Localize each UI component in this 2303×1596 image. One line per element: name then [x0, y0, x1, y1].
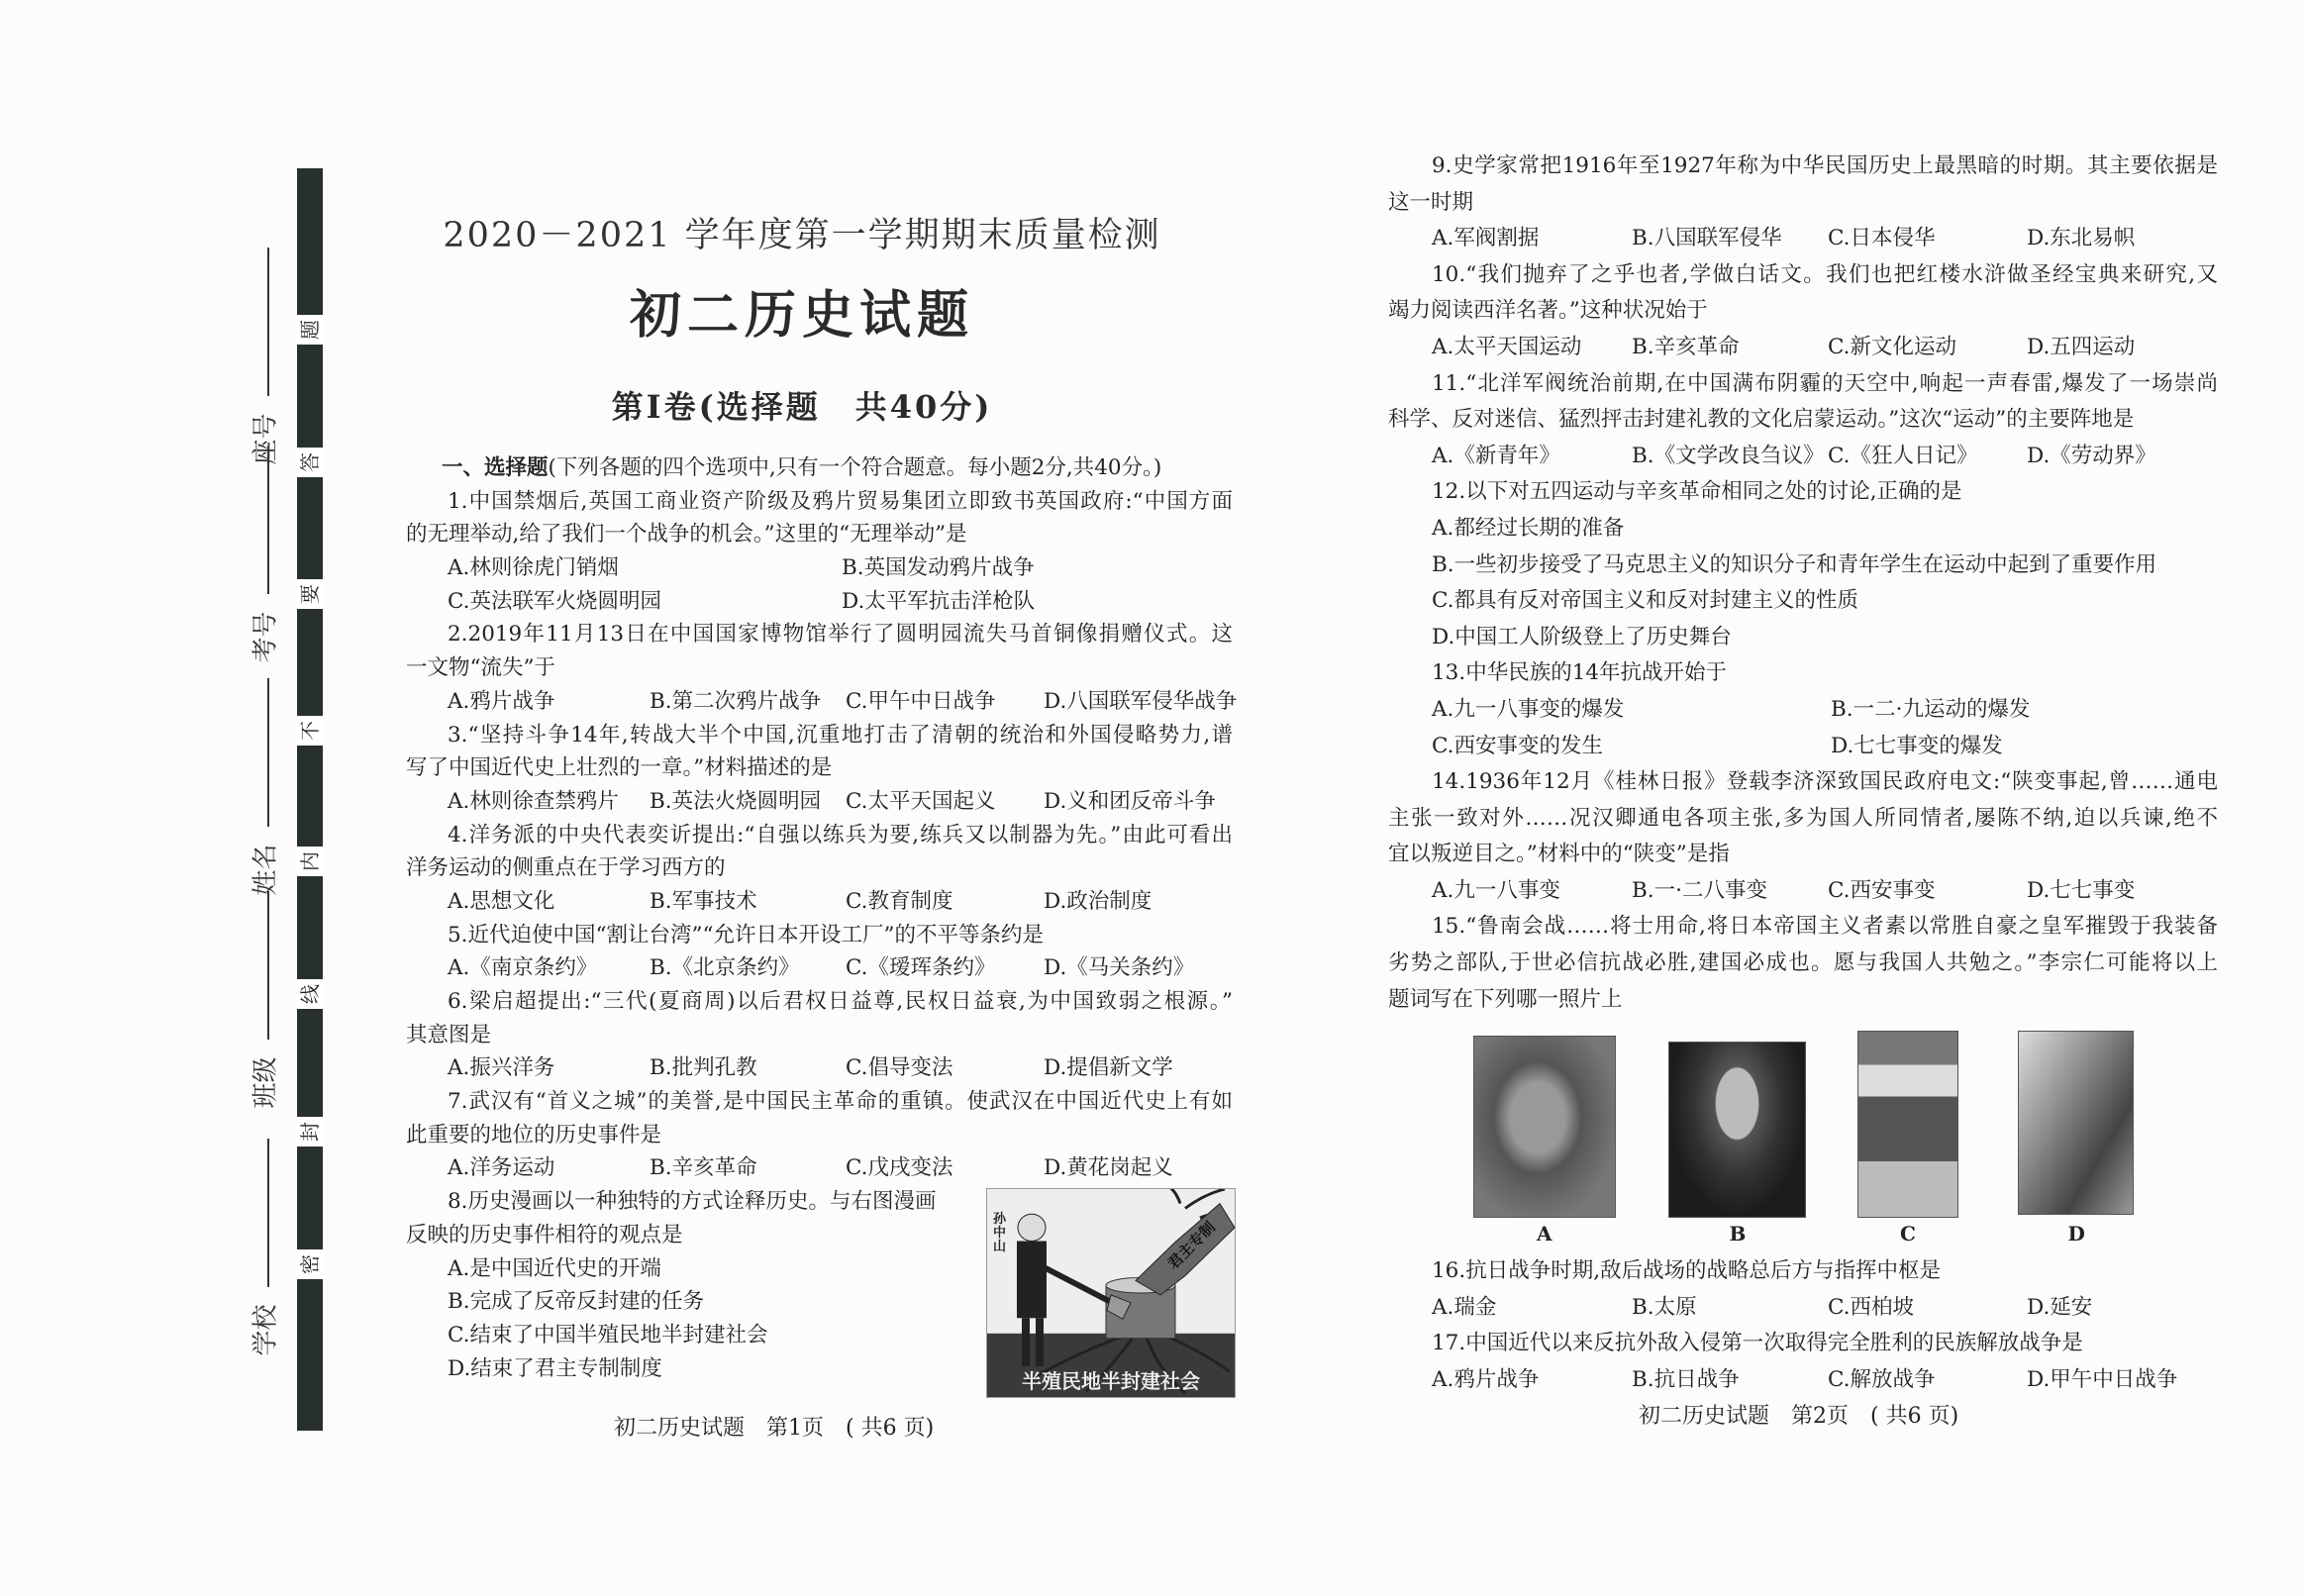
question-text: 17.中国近代以来反抗外敌入侵第一次取得完全胜利的民族解放战争是	[1432, 1331, 2083, 1356]
options-row	[406, 885, 1233, 919]
page1-footer: 初二历史试题 第1页 ( 共6 页)	[614, 1416, 935, 1441]
fill-in-line	[267, 1139, 269, 1287]
option-c[interactable]: C.都具有反对帝国主义和反对封建主义的性质	[1432, 588, 1859, 614]
option-a[interactable]: A.《南京条约》	[448, 955, 598, 981]
fill-in-line	[267, 248, 269, 396]
options-row	[1388, 1362, 2218, 1399]
option-d[interactable]: D.太平军抗击洋枪队	[842, 588, 1036, 614]
options-row	[406, 585, 1233, 619]
question-text: 这一时期	[1388, 189, 1474, 215]
question-stem	[1388, 909, 2218, 946]
cartoon-person-label: 孙中山	[993, 1212, 1007, 1254]
question-stem	[406, 1085, 1233, 1119]
question-text: 的无理举动,给了我们一个战争的机会。”这里的“无理举动”是	[406, 522, 967, 548]
option-c[interactable]: C.英法联军火烧圆明园	[448, 588, 662, 614]
option-a[interactable]: A.林则徐虎门销烟	[448, 555, 619, 581]
option-a[interactable]: A.洋务运动	[448, 1155, 555, 1181]
question-text: 14.1936年12月《桂林日报》登载李济深致国民政府电文:“陕变事起,曾……通电	[1432, 769, 2218, 795]
question-stem	[1388, 655, 2218, 692]
options-row	[1388, 1290, 2218, 1327]
option-d[interactable]: D.结束了君主专制制度	[448, 1355, 662, 1381]
question-stem	[406, 819, 1233, 852]
photo-label-c: C	[1900, 1222, 1916, 1247]
question-text: 科学、反对迷信、猛烈抨击封建礼教的文化启蒙运动。”这次“运动”的主要阵地是	[1388, 407, 2135, 433]
option-b[interactable]: B.一·二八事变	[1632, 877, 1767, 903]
history-cartoon	[986, 1188, 1236, 1398]
instructions	[406, 451, 1233, 485]
question-text: 一文物“流失”于	[406, 655, 555, 681]
question-stem	[406, 651, 1233, 685]
option-c[interactable]: C.解放战争	[1828, 1367, 1936, 1393]
option-b[interactable]: B.抗日战争	[1632, 1367, 1740, 1393]
question-stem	[1388, 801, 2218, 838]
photo-label-d: D	[2067, 1222, 2085, 1247]
photo-options	[1388, 1018, 2218, 1253]
question-stem	[406, 1019, 1233, 1052]
photo-d[interactable]	[2018, 1031, 2134, 1215]
strip-char: 封	[295, 1117, 325, 1147]
question-text: 4.洋务派的中央代表奕䜣提出:“自强以练兵为要,练兵又以制器为先。”由此可看出	[448, 822, 1233, 848]
option-a[interactable]: A.瑞金	[1432, 1294, 1497, 1320]
option-c[interactable]: C.太平天国起义	[846, 788, 996, 814]
options-row	[1388, 729, 2218, 765]
option-a[interactable]: A.鸦片战争	[448, 688, 555, 714]
question-text: 宜以叛逆目之。”材料中的“陕变”是指	[1388, 842, 1730, 867]
option-a[interactable]: A.是中国近代史的开端	[448, 1255, 661, 1281]
options-row	[406, 951, 1233, 985]
question-stem	[406, 518, 1233, 551]
binding-label-3: 考号	[250, 611, 281, 663]
question-stem	[1388, 149, 2218, 185]
binding-label-4: 座号	[250, 413, 281, 465]
question-stem	[1388, 293, 2218, 330]
options-row	[406, 685, 1238, 719]
option-c[interactable]: C.倡导变法	[846, 1055, 953, 1081]
option-d[interactable]: D.黄花岗起义	[1044, 1155, 1173, 1181]
option-d[interactable]: D.《马关条约》	[1044, 955, 1195, 981]
option-a[interactable]: A.都经过长期的准备	[1432, 515, 1625, 541]
option-d[interactable]: D.五四运动	[2027, 334, 2136, 359]
option-b[interactable]: B.军事技术	[650, 888, 757, 914]
strip-char: 线	[295, 979, 325, 1009]
option-d[interactable]: D.中国工人阶级登上了历史舞台	[1432, 624, 1732, 649]
option-b[interactable]: B.辛亥革命	[1632, 334, 1740, 359]
option-a[interactable]: A.思想文化	[448, 888, 555, 914]
option-a[interactable]: A.《新青年》	[1432, 443, 1560, 468]
option-b[interactable]: B.英法火烧圆明园	[650, 788, 822, 814]
instructions-heading: 一、选择题	[442, 455, 549, 480]
section-title: 第Ⅰ卷(选择题 共40分)	[611, 388, 993, 426]
question-stem	[406, 751, 1233, 785]
question-stem	[1388, 185, 2218, 222]
question-text: 6.梁启超提出:“三代(夏商周)以后君权日益尊,民权日益衰,为中国致弱之根源。”	[448, 989, 1233, 1014]
option-d[interactable]: D.提倡新文学	[1044, 1055, 1173, 1081]
option-b[interactable]: B.八国联军侵华	[1632, 226, 1782, 251]
option-b[interactable]: B.一二·九运动的爆发	[1831, 696, 2031, 722]
question-text: 写了中国近代史上壮烈的一章。”材料描述的是	[406, 755, 833, 781]
options-row	[406, 551, 1233, 585]
photo-label-a: A	[1537, 1222, 1552, 1247]
question-stem	[406, 485, 1233, 519]
option-d[interactable]: D.八国联军侵华战争	[1044, 688, 1238, 714]
option-a[interactable]: A.九一八事变	[1432, 877, 1560, 903]
binding-strip	[297, 168, 323, 1431]
option-d[interactable]: D.政治制度	[1044, 888, 1152, 914]
question-text: 此重要的地位的历史事件是	[406, 1122, 662, 1147]
photo-b[interactable]	[1668, 1042, 1806, 1218]
photo-a[interactable]	[1473, 1036, 1616, 1218]
strip-char: 题	[295, 315, 325, 345]
question-text: 10.“我们抛弃了之乎也者,学做白话文。我们也把红楼水浒做圣经宝典来研究,又	[1432, 261, 2218, 287]
question-stem	[1388, 1253, 2218, 1290]
options-row	[406, 1151, 1233, 1185]
option-c[interactable]: C.戊戌变法	[846, 1155, 953, 1181]
option-b[interactable]: B.一些初步接受了马克思主义的知识分子和青年学生在运动中起到了重要作用	[1432, 551, 2157, 577]
options-row	[1388, 692, 2218, 729]
cartoon-trunk-label: 君主专制	[1163, 1218, 1219, 1273]
fill-in-line	[267, 891, 269, 1040]
options-row	[1388, 439, 2218, 475]
option-d[interactable]: D.《劳动界》	[2027, 443, 2156, 468]
subject-title: 初二历史试题	[629, 285, 974, 346]
option-b[interactable]: B.第二次鸦片战争	[650, 688, 822, 714]
options-row	[1388, 583, 2218, 620]
options-row	[406, 1051, 1233, 1085]
question-stem	[1388, 982, 2218, 1019]
question-stem	[1388, 764, 2218, 801]
strip-char: 不	[295, 716, 325, 746]
option-a[interactable]: A.振兴洋务	[448, 1055, 555, 1081]
question-stem	[1388, 946, 2218, 982]
option-c[interactable]: C.新文化运动	[1828, 334, 1957, 359]
options-row	[1388, 221, 2218, 257]
cartoon-roots-label: 半殖民地半封建社会	[1022, 1369, 1200, 1393]
options-row	[1388, 873, 2218, 910]
option-c[interactable]: C.日本侵华	[1828, 226, 1936, 251]
photo-label-b: B	[1729, 1222, 1747, 1247]
question-text: 1.中国禁烟后,英国工商业资产阶级及鸦片贸易集团立即致书英国政府:“中国方面	[448, 488, 1233, 514]
question-text: 7.武汉有“首义之城”的美誉,是中国民主革命的重镇。使武汉在中国近代史上有如	[448, 1089, 1233, 1115]
question-text: 洋务运动的侧重点在于学习西方的	[406, 855, 726, 881]
option-c[interactable]: C.《狂人日记》	[1828, 443, 1978, 468]
question-text: 题词写在下列哪一照片上	[1388, 986, 1623, 1012]
option-c[interactable]: C.西安事变的发生	[1432, 733, 1604, 758]
binding-label-1: 班级	[250, 1056, 281, 1109]
question-stem	[406, 719, 1233, 752]
question-text: 劣势之部队,于世必信抗战必胜,建国必成也。愿与我国人共勉之。”李宗仁可能将以上	[1388, 950, 2218, 976]
exam-title: 2020－2021 学年度第一学期期末质量检测	[443, 216, 1161, 255]
instructions-text: (下列各题的四个选项中,只有一个符合题意。每小题2分,共40分。)	[548, 455, 1162, 480]
question-stem	[1388, 402, 2218, 439]
option-d[interactable]: D.延安	[2027, 1294, 2093, 1320]
question-text: 15.“鲁南会战……将士用命,将日本帝国主义者素以常胜自豪之皇军摧毁于我装备	[1432, 914, 2218, 940]
option-b[interactable]: B.《文学改良刍议》	[1632, 443, 1825, 468]
question-stem	[406, 985, 1233, 1019]
options-row	[406, 785, 1233, 819]
question-stem	[1388, 474, 2218, 511]
question-stem	[406, 919, 1233, 952]
option-d[interactable]: D.义和团反帝斗争	[1044, 788, 1216, 814]
question-text: 竭力阅读西洋名著。”这种状况始于	[1388, 298, 1708, 324]
question-text: 其意图是	[406, 1022, 492, 1047]
options-row	[1388, 511, 2218, 548]
question-stem	[1388, 1326, 2218, 1362]
option-b[interactable]: B.英国发动鸦片战争	[842, 555, 1035, 581]
option-d[interactable]: D.七七事变	[2027, 877, 2136, 903]
right-column	[1388, 149, 2218, 1399]
question-stem	[1388, 257, 2218, 294]
option-a[interactable]: A.林则徐查禁鸦片	[448, 788, 619, 814]
option-c[interactable]: C.西柏坡	[1828, 1294, 1915, 1320]
page2-footer: 初二历史试题 第2页 ( 共6 页)	[1639, 1404, 1959, 1429]
options-row	[1388, 330, 2218, 366]
question-text: 8.历史漫画以一种独特的方式诠释历史。与右图漫画	[448, 1189, 937, 1215]
option-b[interactable]: B.批判孔教	[650, 1055, 757, 1081]
question-text: 3.“坚持斗争14年,转战大半个中国,沉重地打击了清朝的统治和外国侵略势力,谱	[448, 722, 1233, 748]
option-c[interactable]: C.西安事变	[1828, 877, 1936, 903]
option-a[interactable]: A.鸦片战争	[1432, 1367, 1540, 1393]
question-text: 反映的历史事件相符的观点是	[406, 1222, 683, 1247]
options-row	[1388, 548, 2218, 584]
option-d[interactable]: D.东北易帜	[2027, 226, 2136, 251]
photo-c[interactable]	[1857, 1031, 1958, 1218]
option-c[interactable]: C.甲午中日战争	[846, 688, 996, 714]
question-text: 2.2019年11月13日在中国国家博物馆举行了圆明园流失马首铜像捐赠仪式。这	[448, 622, 1233, 648]
strip-char: 密	[295, 1249, 325, 1279]
question-text: 13.中华民族的14年抗战开始于	[1432, 660, 1728, 686]
binding-label-0: 学校	[250, 1304, 281, 1356]
option-b[interactable]: B.完成了反帝反封建的任务	[448, 1289, 705, 1315]
question-text: 主张一致对外……况汉卿通电各项主张,多为国人所同情者,屡陈不纳,迫以兵谏,绝不	[1388, 805, 2218, 831]
question-text: 9.史学家常把1916年至1927年称为中华民国历史上最黑暗的时期。其主要依据是	[1432, 153, 2218, 178]
question-stem	[406, 618, 1233, 651]
strip-char: 答	[295, 448, 325, 477]
option-c[interactable]: C.结束了中国半殖民地半封建社会	[448, 1322, 768, 1347]
option-a[interactable]: A.九一八事变的爆发	[1432, 696, 1625, 722]
option-c[interactable]: C.《瑷珲条约》	[846, 955, 996, 981]
option-a[interactable]: A.太平天国运动	[1432, 334, 1582, 359]
question-text: 16.抗日战争时期,敌后战场的战略总后方与指挥中枢是	[1432, 1258, 1942, 1284]
question-stem	[1388, 837, 2218, 873]
binding-label-2: 姓名	[250, 844, 281, 896]
option-a[interactable]: A.军阀割据	[1432, 226, 1540, 251]
strip-char: 要	[295, 579, 325, 609]
fill-in-line	[267, 678, 269, 827]
strip-char: 内	[295, 847, 325, 876]
question-text: 11.“北洋军阀统治前期,在中国满布阴霾的天空中,响起一声春雷,爆发了一场崇尚	[1432, 370, 2218, 396]
question-text: 12.以下对五四运动与辛亥革命相同之处的讨论,正确的是	[1432, 479, 1962, 505]
option-d[interactable]: D.甲午中日战争	[2027, 1367, 2178, 1393]
option-d[interactable]: D.七七事变的爆发	[1831, 733, 2003, 758]
question-stem	[406, 1119, 1233, 1152]
option-b[interactable]: B.辛亥革命	[650, 1155, 757, 1181]
question-stem	[1388, 366, 2218, 403]
question-text: 5.近代迫使中国“割让台湾”“允许日本开设工厂”的不平等条约是	[448, 922, 1044, 948]
question-stem	[406, 851, 1233, 885]
options-row	[1388, 620, 2218, 656]
option-b[interactable]: B.《北京条约》	[650, 955, 800, 981]
option-c[interactable]: C.教育制度	[846, 888, 953, 914]
option-b[interactable]: B.太原	[1632, 1294, 1697, 1320]
